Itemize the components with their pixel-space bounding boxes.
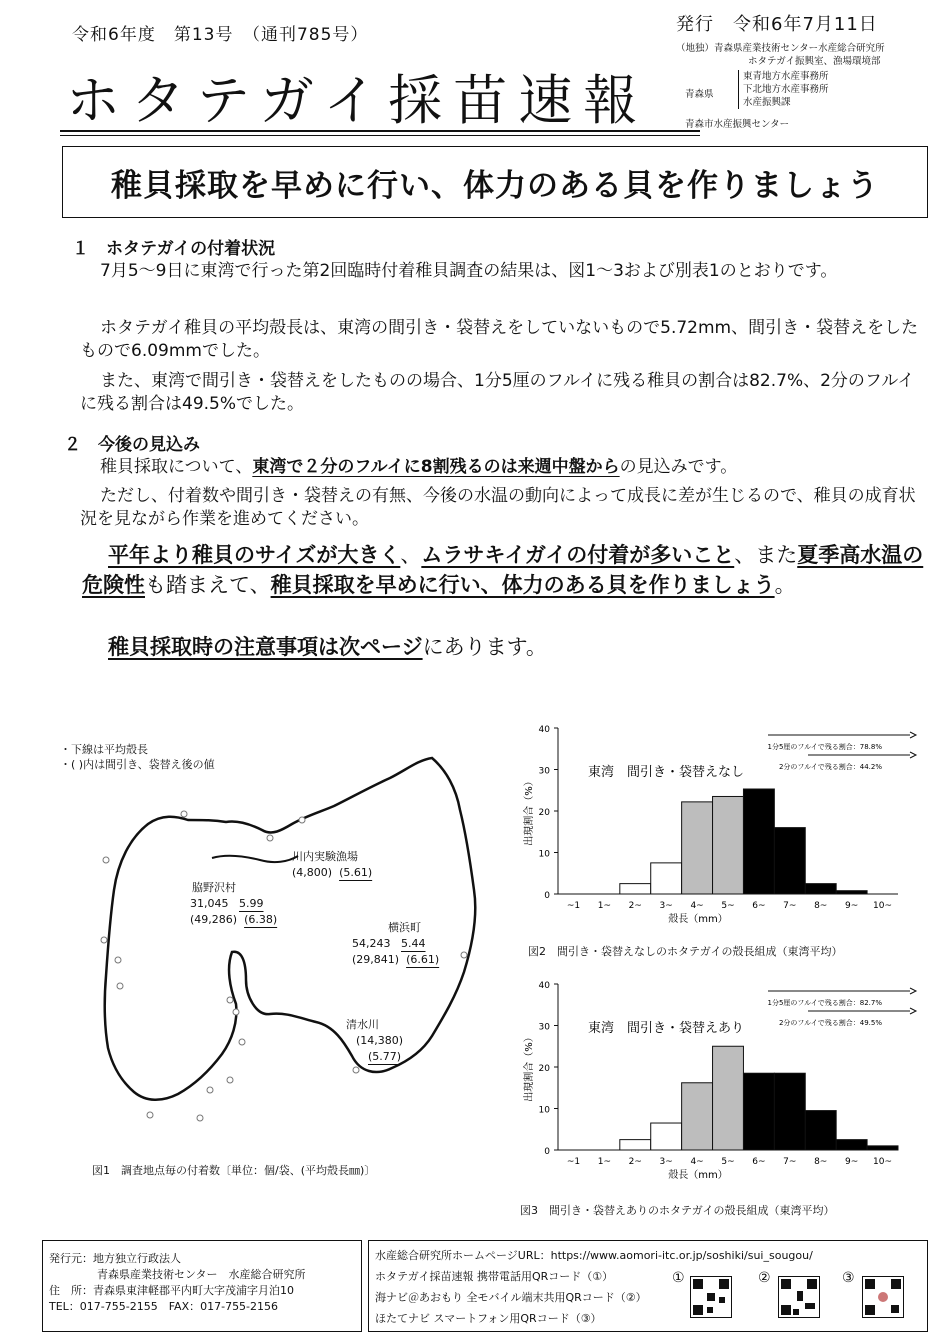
figure3-caption: 図3 間引き・袋替えありのホタテガイの殻長組成（東湾平均）: [520, 1204, 835, 1217]
map-outline: [60, 750, 510, 1130]
histogram-bar: [620, 1140, 651, 1150]
x-tick-label: 9~: [844, 901, 859, 911]
footer-issuer-2: 青森県産業技術センター 水産総合研究所: [97, 1268, 306, 1281]
arrow-head-2: [910, 752, 916, 758]
x-tick-label: ~1: [566, 901, 581, 911]
issue-date: 発行 令和6年7月11日: [676, 14, 878, 35]
station-shimizugawa-count: (14,380): [356, 1034, 404, 1047]
figure1-caption: 図1 調査地点毎の付着数〔単位：個/袋、(平均殻長㎜)〕: [92, 1164, 376, 1177]
page-title: ホタテガイ採苗速報: [66, 69, 649, 132]
x-axis-label: 殻長（mm）: [668, 914, 728, 925]
footer-url[interactable]: 水産総合研究所ホームページURL：https://www.aomori-itc.or.jp/soshiki/sui_sougou/: [375, 1249, 813, 1262]
station-shimizugawa: [346, 1017, 403, 1065]
x-tick-label: 1~: [597, 1157, 612, 1167]
station-wakinosawa: [190, 880, 277, 928]
qr3-label: ③: [842, 1270, 855, 1286]
x-tick-label: ~1: [566, 1157, 581, 1167]
footer-qr3-text: ほたてナビ スマートフォン用QRコード（③）: [375, 1312, 602, 1325]
station-wakinosawa-name: 脇野沢村: [192, 881, 236, 894]
histogram-bar: [682, 1083, 713, 1150]
section2-p1-c: の見込みです。: [619, 457, 738, 477]
histogram-bar: [836, 1140, 867, 1150]
chart-title: 東湾 間引き・袋替えあり: [588, 1021, 745, 1036]
x-tick-label: 9~: [844, 1157, 859, 1167]
station-yokohama-length: 5.44: [401, 937, 426, 950]
emphasis-1: 平年より稚貝のサイズが大きく: [108, 543, 401, 567]
x-tick-label: 10~: [873, 901, 893, 911]
section1-p1: 7月5～9日に東湾で行った第2回臨時付着稚貝調査の結果は、図1～3および別表1のとおりです。: [100, 261, 838, 281]
y-tick-label: 30: [538, 766, 550, 777]
footer-address: 住 所：青森県東津軽郡平内町大字茂浦字月泊10: [49, 1284, 294, 1297]
qr2-label: ②: [758, 1270, 771, 1286]
annotation-sieve-2: 2分のフルイで残る割合：49.5%: [778, 1019, 882, 1027]
footer-links: [368, 1240, 928, 1332]
histogram-bar: [713, 1046, 744, 1150]
arrow-head-1: [910, 988, 916, 994]
section1-heading: １ ホタテガイの付着状況: [72, 239, 276, 259]
arrow-head-1: [910, 732, 916, 738]
headline-banner: 稚貝採取を早めに行い、体力のある貝を作りましょう: [62, 146, 928, 218]
x-tick-label: 10~: [873, 1157, 893, 1167]
station-yokohama-name: 横浜町: [388, 921, 421, 934]
histogram-bar: [651, 863, 682, 894]
publisher-main: （地独）青森県産業技術センター水産総合研究所: [676, 43, 885, 54]
y-tick-label: 10: [538, 849, 550, 860]
histogram-bar: [713, 796, 744, 894]
header-rule: [60, 130, 700, 132]
x-tick-label: 3~: [659, 1157, 673, 1167]
station-yokohama: [352, 920, 439, 968]
histogram-bar: [867, 1146, 898, 1150]
qr1-label: ①: [672, 1270, 685, 1286]
x-tick-label: 8~: [814, 901, 828, 911]
x-tick-label: 7~: [783, 901, 797, 911]
y-tick-label: 40: [538, 981, 550, 991]
y-axis-label: 出現割合（%）: [524, 776, 535, 846]
chart-with-thinning: [500, 974, 920, 1184]
y-tick-label: 10: [538, 1105, 550, 1116]
histogram-bar: [682, 802, 713, 894]
section1-p3: また、東湾で間引き・袋替えをしたものの場合、1分5厘のフルイに残る稚貝の割合は82.7%、2分のフルイに残る割合は49.5%でした。: [80, 371, 915, 414]
station-kawauchi: [292, 849, 372, 881]
emphasis-end: 。: [774, 573, 796, 597]
header-rule-thin: [60, 135, 700, 136]
y-tick-label: 30: [538, 1022, 550, 1033]
emphasis-paragraph: [82, 540, 932, 600]
station-kawauchi-length: (5.61): [339, 866, 373, 879]
histogram-bar: [805, 1111, 836, 1150]
station-shimizugawa-name: 清水川: [346, 1018, 379, 1031]
publisher-sub: ホタテガイ振興室、漁場環境部: [748, 56, 881, 67]
annotation-sieve-1: 1分5厘のフルイで残る割合：82.7%: [767, 999, 882, 1007]
x-tick-label: 6~: [752, 1157, 766, 1167]
emphasis-2: ムラサキイガイの付着が多いこと: [421, 543, 735, 567]
x-tick-label: 1~: [597, 901, 612, 911]
emphasis-4: 稚貝採取を早めに行い、体力のある貝を作りましょう: [270, 573, 775, 597]
publisher-city: 青森市水産振興センター: [685, 119, 790, 130]
section1-p2: ホタテガイ稚貝の平均殻長は、東湾の間引き・袋替えをしていないもので5.72mm、間引き・袋替えをしたもので6.09mmでした。: [80, 318, 919, 361]
station-yokohama-count: 54,243: [352, 937, 391, 950]
histogram-bar: [651, 1123, 682, 1150]
publisher-offices: [738, 70, 853, 109]
x-tick-label: 2~: [628, 901, 642, 911]
histogram-bar: [774, 828, 805, 894]
annotation-sieve-1: 1分5厘のフルイで残る割合：78.8%: [767, 743, 882, 751]
station-yokohama-count2: (29,841): [352, 953, 400, 966]
emphasis-sep-1: 、: [400, 543, 422, 567]
section2-p1-a: 稚貝採取について、: [100, 457, 253, 477]
station-wakinosawa-count2: (49,286): [190, 913, 238, 926]
x-tick-label: 4~: [690, 1157, 704, 1167]
publisher-block: [676, 42, 885, 68]
x-tick-label: 3~: [659, 901, 673, 911]
x-tick-label: 4~: [690, 901, 704, 911]
footer-qr2-text: 海ナビ＠あおもり 全モバイル端末共用QRコード（②）: [375, 1291, 647, 1304]
next-page-rest: にあります。: [422, 635, 547, 659]
station-kawauchi-count: (4,800): [292, 866, 333, 879]
x-tick-label: 2~: [628, 1157, 642, 1167]
x-tick-label: 5~: [721, 901, 735, 911]
y-tick-label: 0: [544, 1147, 550, 1157]
station-kawauchi-name: 川内実験漁場: [292, 850, 358, 863]
y-tick-label: 20: [538, 1064, 550, 1074]
y-tick-label: 40: [538, 725, 550, 735]
footer-tel: TEL：017-755-2155 FAX：017-755-2156: [49, 1300, 279, 1313]
chart-no-thinning: [500, 718, 920, 928]
station-wakinosawa-length2: (6.38): [244, 913, 278, 926]
forecast-highlight: 東湾で２分のフルイに8割残るのは来週中盤から: [252, 457, 620, 477]
emphasis-sep-3: も踏まえて、: [145, 573, 271, 597]
section2-heading: ２ 今後の見込み: [64, 435, 200, 455]
figure2-caption: 図2 間引き・袋替えなしのホタテガイの殻長組成（東湾平均）: [528, 945, 843, 958]
emphasis-3: 夏季高水温の危険性: [82, 543, 924, 597]
y-tick-label: 0: [544, 891, 550, 901]
next-page-note: [108, 632, 944, 662]
x-tick-label: 5~: [721, 1157, 735, 1167]
y-tick-label: 20: [538, 808, 550, 818]
map-note-2: ・( )内は間引き、袋替え後の値: [60, 758, 215, 771]
histogram-bar: [620, 884, 651, 894]
histogram-bar: [743, 789, 774, 894]
qr-code-2-icon[interactable]: [778, 1276, 820, 1318]
emphasis-sep-2: 、また: [734, 543, 798, 567]
qr-code-3-icon[interactable]: [862, 1276, 904, 1318]
y-axis-label: 出現割合（%）: [524, 1032, 535, 1102]
station-wakinosawa-length: 5.99: [239, 897, 264, 910]
histogram-bar: [836, 891, 867, 894]
annotation-sieve-2: 2分のフルイで残る割合：44.2%: [778, 763, 882, 771]
office-1: 東青地方水産事務所: [743, 71, 829, 82]
x-tick-label: 6~: [752, 901, 766, 911]
histogram-bar: [743, 1073, 774, 1150]
map-note-1: ・下線は平均殻長: [60, 743, 148, 756]
x-axis-label: 殻長（mm）: [668, 1170, 728, 1181]
station-yokohama-length2: (6.61): [406, 953, 440, 966]
next-page-highlight: 稚貝採取時の注意事項は次ページ: [108, 635, 423, 659]
histogram-bar: [774, 1073, 805, 1150]
station-shimizugawa-length: (5.77): [368, 1050, 402, 1063]
office-3: 水産振興課: [743, 97, 791, 108]
section2-p2: ただし、付着数や間引き・袋替えの有無、今後の水温の動向によって成長に差が生じるので、稚貝の成育状況を見ながら作業を進めてください。: [80, 486, 916, 529]
section2-p1: [80, 456, 930, 479]
footer-contact: [42, 1240, 362, 1332]
footer-issuer-1: 発行元：地方独立行政法人: [49, 1252, 181, 1265]
station-wakinosawa-count: 31,045: [190, 897, 229, 910]
x-tick-label: 8~: [814, 1157, 828, 1167]
footer-qr1-text: ホタテガイ採苗速報 携帯電話用QRコード（①）: [375, 1270, 614, 1283]
x-tick-label: 7~: [783, 1157, 797, 1167]
arrow-head-2: [910, 1008, 916, 1014]
chart-title: 東湾 間引き・袋替えなし: [588, 765, 745, 780]
histogram-bar: [805, 884, 836, 894]
office-2: 下北地方水産事務所: [743, 84, 829, 95]
publisher-pref: 青森県: [685, 89, 714, 100]
issue-number: 令和6年度 第13号 （通刊785号）: [72, 25, 369, 45]
qr-code-1-icon[interactable]: [690, 1276, 732, 1318]
